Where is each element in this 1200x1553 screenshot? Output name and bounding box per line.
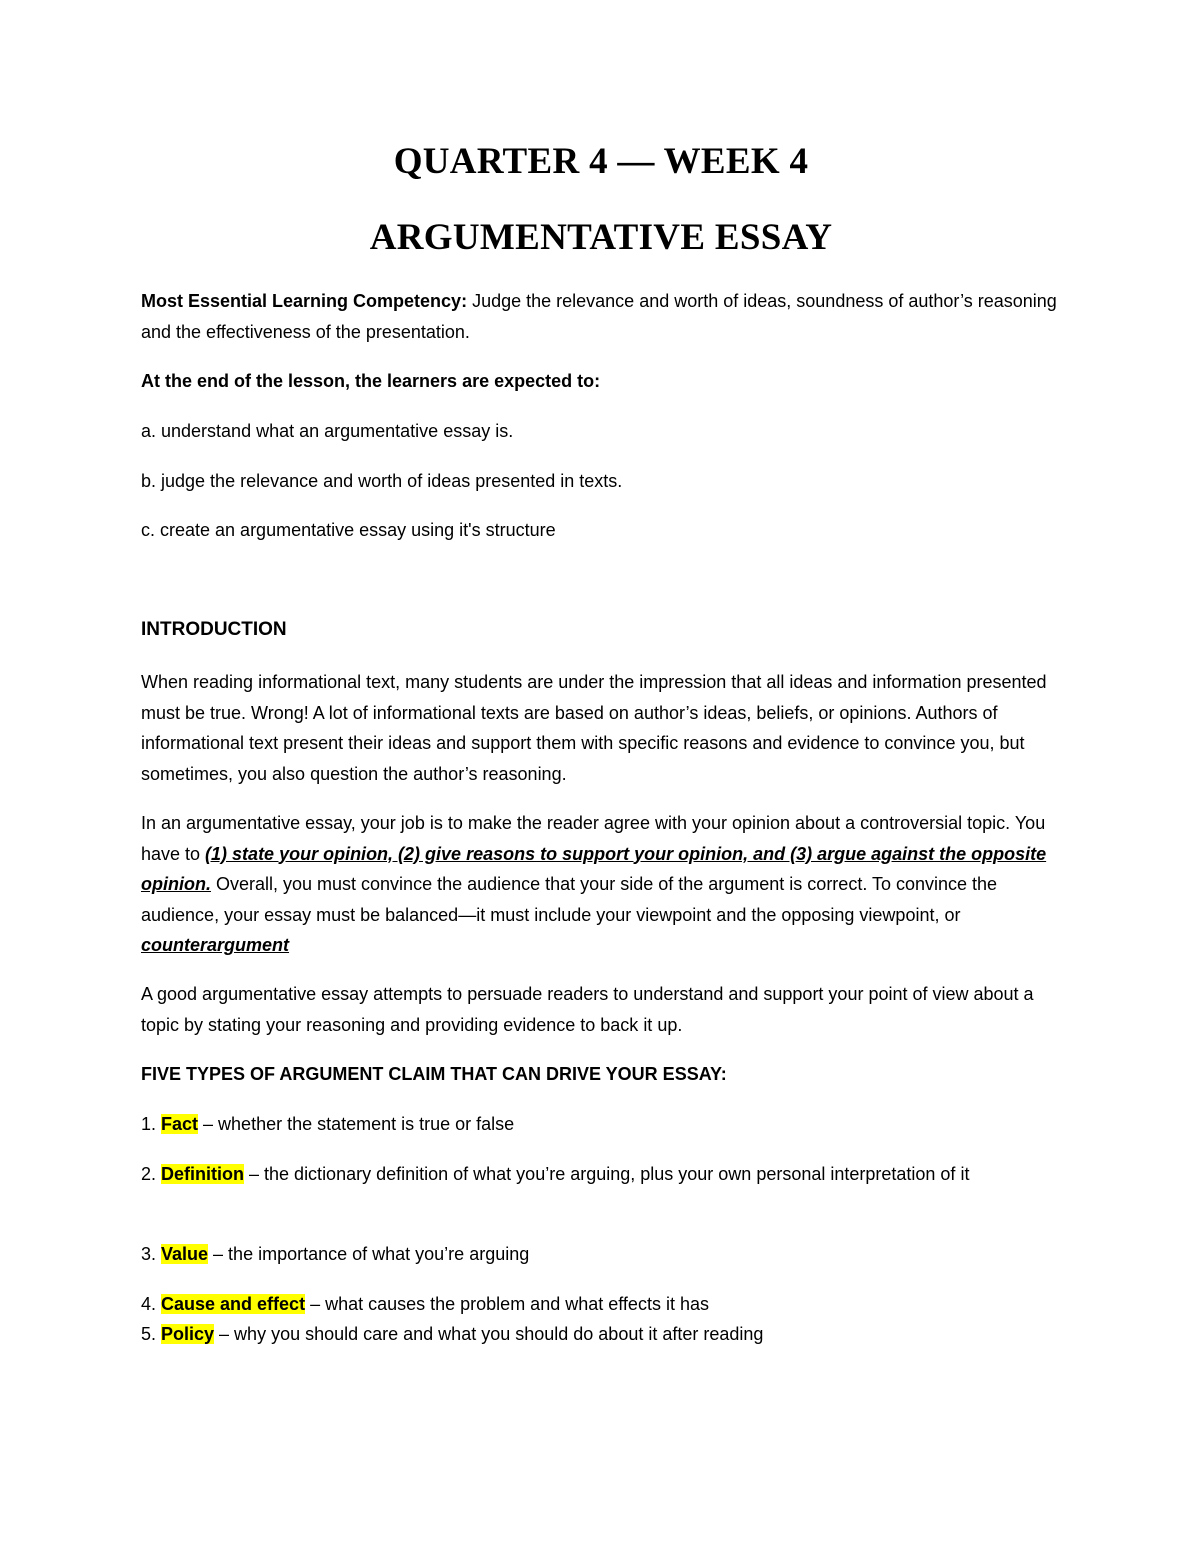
claim-number: 1. (141, 1114, 162, 1134)
page-subtitle: ARGUMENTATIVE ESSAY (369, 217, 833, 258)
claim-number: 5. (141, 1324, 162, 1344)
claim-item (141, 1289, 1061, 1320)
p2-text-start: In an argumentative essay, your job is to make the reader agree with your opinion about a controversial topic. You have to (141, 813, 1046, 864)
claim-term: Policy (161, 1324, 215, 1344)
introduction-heading: INTRODUCTION (141, 619, 287, 640)
claim-number: 4. (141, 1294, 162, 1314)
claim-item (141, 1109, 1061, 1140)
objective-item-c: c. create an argumentative essay using it's structure (141, 520, 556, 540)
claim-number: 3. (141, 1244, 162, 1264)
p2-text-middle: Overall, you must convince the audience that your side of the argument is correct. To convince the audience, your essay must be balanced—it must include your viewpoint and the opposing viewpoint, or (141, 874, 998, 925)
objectives-heading: At the end of the lesson, the learners are expected to: (141, 371, 601, 391)
melc-label: Most Essential Learning Competency: (141, 291, 468, 311)
objective-item-a: a. understand what an argumentative essay is. (141, 421, 514, 441)
claim-term: Cause and effect (161, 1294, 306, 1314)
p2-emphasis: (1) state your opinion, (2) give reasons to support your opinion, and (3) argue against the opposite opinion. (141, 843, 1047, 894)
claim-term: Fact (161, 1114, 199, 1134)
melc-paragraph (141, 286, 1061, 347)
claim-item (141, 1319, 1061, 1350)
claim-term: Value (161, 1244, 209, 1264)
claim-item (141, 1159, 1061, 1190)
claim-description: – the dictionary definition of what you’re arguing, plus your own personal interpretation of it (244, 1164, 970, 1184)
claim-description: – whether the statement is true or false (198, 1114, 515, 1134)
introduction-paragraph-3: A good argumentative essay attempts to persuade readers to understand and support your point of view about a topic by stating your reasoning and providing evidence to back it up. (141, 984, 1034, 1035)
claims-heading: FIVE TYPES OF ARGUMENT CLAIM THAT CAN DRIVE YOUR ESSAY: (141, 1064, 727, 1084)
page-title: QUARTER 4 — WEEK 4 (393, 141, 809, 182)
counterargument-term: counterargument (141, 935, 290, 955)
claim-description: – the importance of what you’re arguing (208, 1244, 530, 1264)
claim-item (141, 1239, 1061, 1270)
objective-item-b: b. judge the relevance and worth of ideas presented in texts. (141, 471, 623, 491)
claim-term: Definition (161, 1164, 245, 1184)
introduction-paragraph-2 (141, 808, 1061, 961)
claim-description: – why you should care and what you should do about it after reading (214, 1324, 764, 1344)
introduction-paragraph-1: When reading informational text, many students are under the impression that all ideas and information presented must be true. Wrong! A lot of informational texts are based on author’s ideas, beliefs, or opinions. Authors of informational text present their ideas and support them with specific reasons and evidence to convince you, but sometimes, you also question the author’s reasoning. (141, 672, 1047, 784)
claim-number: 2. (141, 1164, 162, 1184)
claim-description: – what causes the problem and what effects it has (305, 1294, 709, 1314)
melc-text: Judge the relevance and worth of ideas, soundness of author’s reasoning and the effectiveness of the presentation. (141, 291, 1057, 342)
